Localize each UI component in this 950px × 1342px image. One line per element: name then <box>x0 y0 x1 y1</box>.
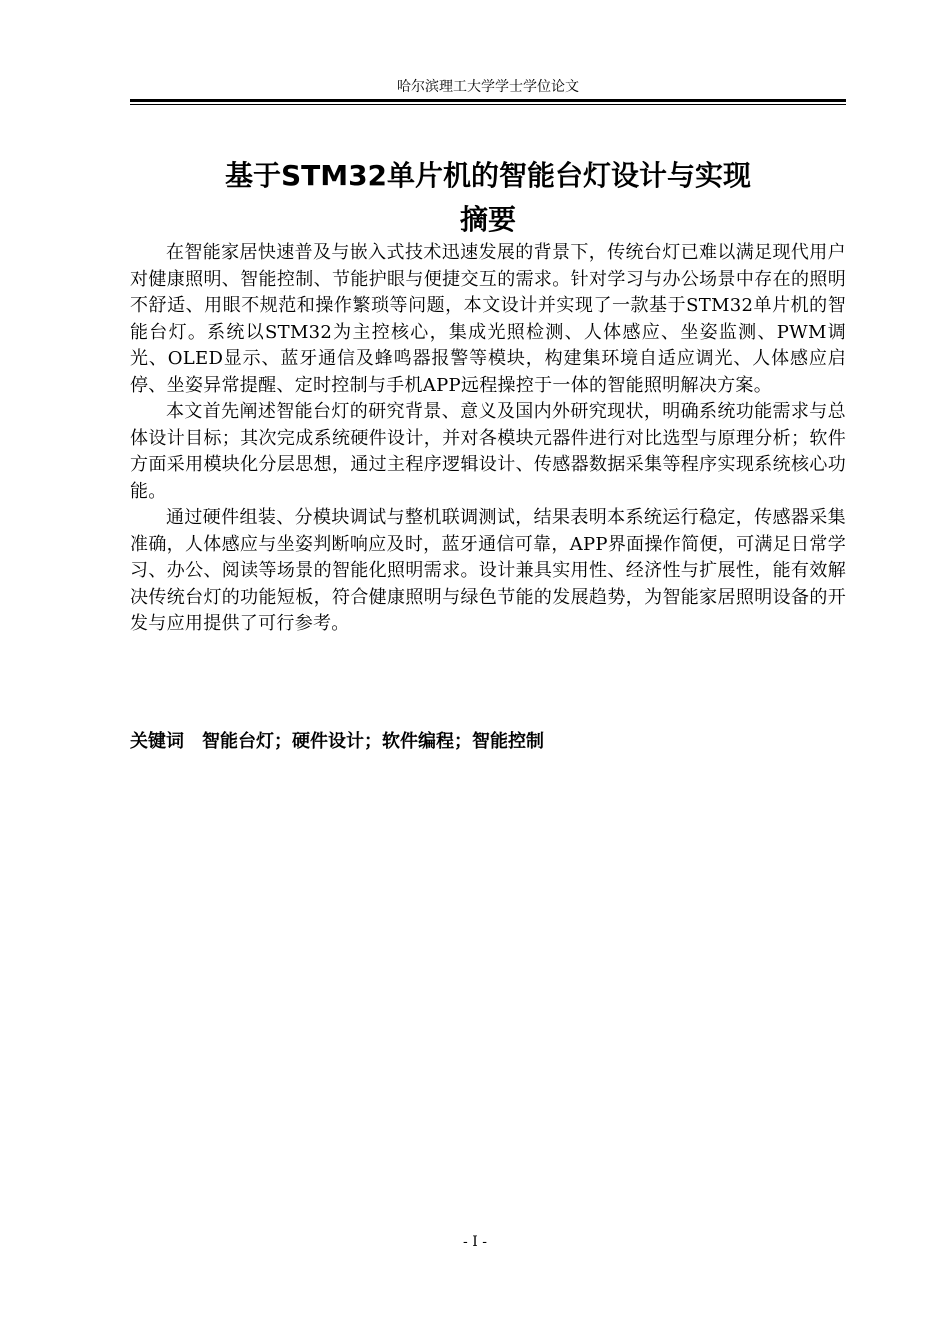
keywords-label: 关键词 <box>130 731 184 752</box>
abstract-paragraph-3: 通过硬件组装、分模块调试与整机联调测试，结果表明本系统运行稳定，传感器采集准确，人体感应与坐姿判断响应及时，蓝牙通信可靠，APP界面操作简便，可满足日常学习、办公、阅读等场景的智能化照明需求。设计兼具实用性、经济性与扩展性，能有效解决传统台灯的功能短板，符合健康照明与绿色节能的发展趋势，为智能家居照明设备的开发与应用提供了可行参考。 <box>130 507 846 634</box>
abstract-heading: 摘要 <box>459 203 516 236</box>
keywords-text: 智能台灯；硬件设计；软件编程；智能控制 <box>202 731 544 752</box>
header-rule-thin <box>130 104 846 105</box>
thesis-title: 基于STM32单片机的智能台灯设计与实现 <box>224 159 752 192</box>
keywords-line <box>130 728 846 756</box>
abstract-paragraph-1: 在智能家居快速普及与嵌入式技术迅速发展的背景下，传统台灯已难以满足现代用户对健康照明、智能控制、节能护眼与便捷交互的需求。针对学习与办公场景中存在的照明不舒适、用眼不规范和操作繁琐等问题，本文设计并实现了一款基于STM32单片机的智能台灯。系统以STM32为主控核心，集成光照检测、人体感应、坐姿监测、PWM调光、OLED显示、蓝牙通信及蜂鸣器报警等模块，构建集环境自适应调光、人体感应启停、坐姿异常提醒、定时控制与手机APP远程操控于一体的智能照明解决方案。 <box>130 242 846 396</box>
abstract-paragraph-2: 本文首先阐述智能台灯的研究背景、意义及国内外研究现状，明确系统功能需求与总体设计目标；其次完成系统硬件设计，并对各模块元器件进行对比选型与原理分析；软件方面采用模块化分层思想，通过主程序逻辑设计、传感器数据采集等程序实现系统核心功能。 <box>130 401 846 502</box>
page-number: - I - <box>463 1234 487 1250</box>
abstract-body <box>130 240 846 638</box>
running-header: 哈尔滨理工大学学士学位论文 <box>397 79 579 95</box>
header-rule-thick <box>130 99 846 102</box>
